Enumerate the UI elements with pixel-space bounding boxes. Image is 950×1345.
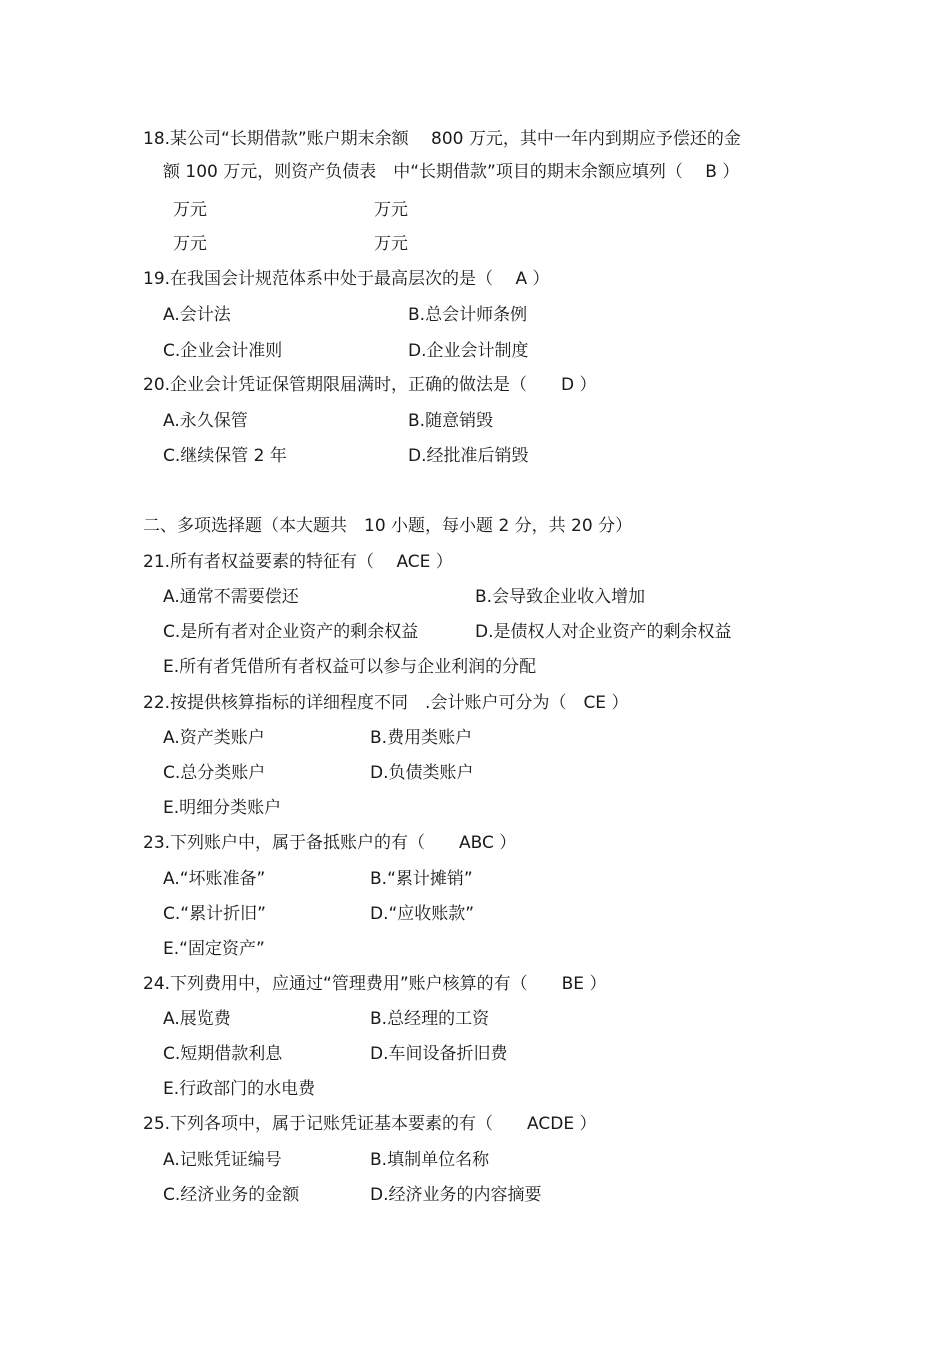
- question-18-option: 万元: [173, 234, 207, 254]
- question-25-option-b: B.填制单位名称: [370, 1150, 490, 1170]
- question-22-option-b: B.费用类账户: [370, 728, 473, 748]
- question-22-stem: 22.按提供核算指标的详细程度不同 .会计账户可分为（ CE ）: [143, 693, 629, 713]
- question-22-option-a: A.资产类账户: [163, 728, 265, 748]
- question-21-option-d: D.是债权人对企业资产的剩余权益: [475, 622, 732, 642]
- question-20-option-a: A.永久保管: [163, 411, 248, 431]
- question-24-option-e: E.行政部门的水电费: [163, 1079, 316, 1099]
- question-18-option: 万元: [374, 234, 408, 254]
- question-21-stem: 21.所有者权益要素的特征有（ ACE ）: [143, 552, 453, 572]
- question-23-option-d: D.“应收账款”: [370, 904, 475, 924]
- question-21-option-b: B.会导致企业收入增加: [475, 587, 646, 607]
- question-21-option-c: C.是所有者对企业资产的剩余权益: [163, 622, 419, 642]
- question-19-stem: 19.在我国会计规范体系中处于最高层次的是（ A ）: [143, 269, 550, 289]
- question-19-option-b: B.总会计师条例: [408, 305, 528, 325]
- question-25-option-d: D.经济业务的内容摘要: [370, 1185, 542, 1205]
- question-22-option-d: D.负债类账户: [370, 763, 474, 783]
- question-18-stem-line-1: 18.某公司“长期借款”账户期末余额 800 万元，其中一年内到期应予偿还的金: [143, 129, 741, 149]
- question-23-stem: 23.下列账户中，属于备抵账户的有（ ABC ）: [143, 833, 517, 853]
- question-25-option-c: C.经济业务的金额: [163, 1185, 300, 1205]
- question-20-option-d: D.经批准后销毁: [408, 446, 529, 466]
- question-18-stem-line-2: 额 100 万元，则资产负债表 中“长期借款”项目的期末余额应填列（ B ）: [163, 162, 740, 182]
- question-24-option-d: D.车间设备折旧费: [370, 1044, 508, 1064]
- question-19-option-c: C.企业会计准则: [163, 341, 283, 361]
- question-20-stem: 20.企业会计凭证保管期限届满时，正确的做法是（ D ）: [143, 375, 597, 395]
- question-19-option-d: D.企业会计制度: [408, 341, 529, 361]
- question-22-option-e: E.明细分类账户: [163, 798, 282, 818]
- question-25-option-a: A.记账凭证编号: [163, 1150, 282, 1170]
- question-23-option-e: E.“固定资产”: [163, 939, 265, 959]
- question-24-stem: 24.下列费用中，应通过“管理费用”账户核算的有（ BE ）: [143, 974, 607, 994]
- question-23-option-b: B.“累计摊销”: [370, 869, 473, 889]
- question-20-option-b: B.随意销毁: [408, 411, 494, 431]
- question-25-stem: 25.下列各项中，属于记账凭证基本要素的有（ ACDE ）: [143, 1114, 597, 1134]
- question-24-option-c: C.短期借款利息: [163, 1044, 283, 1064]
- question-19-option-a: A.会计法: [163, 305, 231, 325]
- question-23-option-a: A.“坏账准备”: [163, 869, 266, 889]
- question-24-option-b: B.总经理的工资: [370, 1009, 490, 1029]
- question-22-option-c: C.总分类账户: [163, 763, 266, 783]
- question-21-option-e: E.所有者凭借所有者权益可以参与企业利润的分配: [163, 657, 537, 677]
- question-24-option-a: A.展览费: [163, 1009, 231, 1029]
- question-18-option: 万元: [374, 200, 408, 220]
- section-2-heading: 二、多项选择题（本大题共 10 小题，每小题 2 分，共 20 分）: [143, 516, 633, 536]
- question-21-option-a: A.通常不需要偿还: [163, 587, 299, 607]
- question-18-option: 万元: [173, 200, 207, 220]
- question-23-option-c: C.“累计折旧”: [163, 904, 266, 924]
- question-20-option-c: C.继续保管 2 年: [163, 446, 287, 466]
